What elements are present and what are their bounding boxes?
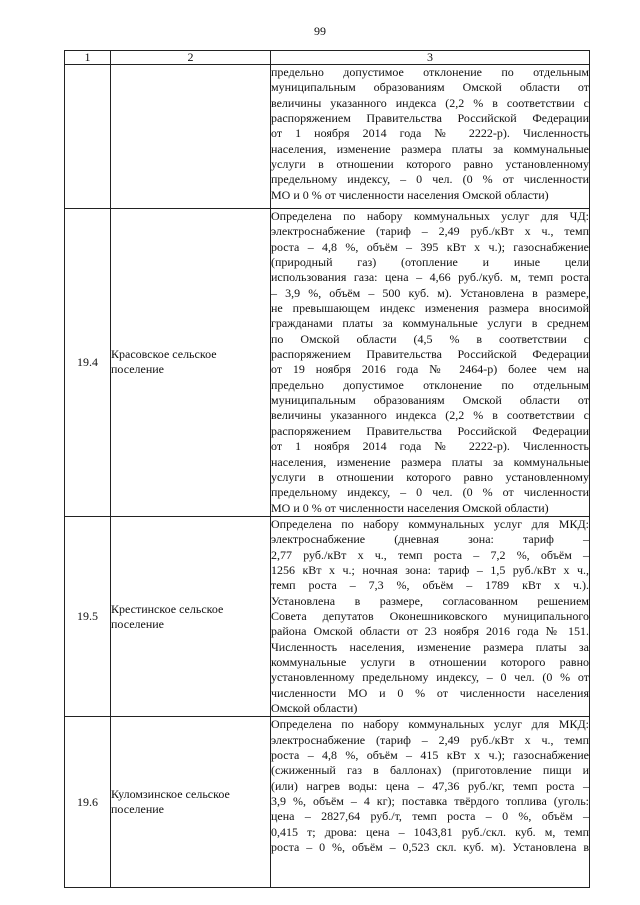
text-line: услуги в отношении которого равно установленному bbox=[271, 469, 589, 484]
text-line: использования газа: цена – 4,66 руб./куб. м, темп роста bbox=[271, 270, 589, 285]
text-line: роста – 4,8 %, объём – 395 кВт х ч.); газоснабжение bbox=[271, 239, 589, 254]
text-line: муниципальным образованиям Омской области от bbox=[271, 393, 589, 408]
text-line: 1256 кВт х ч.; ночная зона: тариф – 1,5 руб./кВт х ч., bbox=[271, 562, 589, 577]
text-line: (сжиженный газ в баллонах) (приготовление пищи и bbox=[271, 763, 589, 778]
table-row-19-4 bbox=[65, 209, 590, 517]
text-line: (или) нагрев воды: цена – 47,36 руб./кг, темп роста – bbox=[271, 778, 589, 793]
row-number: 19.6 bbox=[65, 717, 111, 888]
settlement-name bbox=[111, 65, 271, 209]
text-line: величины указанного индекса (2,2 % в соответствии с bbox=[271, 95, 589, 110]
text-line: предельному индексу, – 0 чел. (0 % от численности bbox=[271, 485, 589, 500]
text-line: услуги в отношении которого равно установленному bbox=[271, 157, 589, 172]
table-row-19-5 bbox=[65, 516, 590, 716]
text-line: не превышающем индекс изменения размера вносимой bbox=[271, 301, 589, 316]
text-line: предельному индексу, – 0 чел. (0 % от численности bbox=[271, 172, 589, 187]
text-line: Численность населения, изменение размера платы за bbox=[271, 639, 589, 654]
text-line: (природный газ) (отопление и иные цели bbox=[271, 255, 589, 270]
description-cell bbox=[271, 65, 590, 209]
text-line: Совета депутатов Оконешниковского муниципального bbox=[271, 608, 589, 623]
text-line: района Омской области от 23 ноября 2016 года № 151. bbox=[271, 624, 589, 639]
text-line: 2,77 руб./кВт х ч., темп роста – 7,2 %, объём – bbox=[271, 547, 589, 562]
text-line: Определена по набору коммунальных услуг для МКД: bbox=[271, 516, 589, 531]
text-line: – 3,9 %, объём – 500 куб. м). Установлена в размере, bbox=[271, 285, 589, 300]
text-line: распоряжением Правительства Российской Федерации bbox=[271, 423, 589, 438]
text-line: 0,415 т; дрова: цена – 1043,81 руб./скл. куб. м, темп bbox=[271, 824, 589, 839]
text-line: от 1 ноября 2014 года № 2222-р). Численность bbox=[271, 439, 589, 454]
text-line: МО и 0 % от численности населения Омской области) bbox=[271, 187, 549, 202]
page-number: 99 bbox=[314, 24, 326, 38]
text-line: Определена по набору коммунальных услуг для МКД: bbox=[271, 717, 589, 732]
text-line: Омской области) bbox=[271, 701, 358, 715]
text-line: электроснабжение (дневная зона: тариф – bbox=[271, 532, 589, 547]
settlement-name: Крестинское сельское поселение bbox=[111, 516, 271, 716]
text-line: населения, изменение размера платы за коммунальные bbox=[271, 141, 589, 156]
text-line: роста – 4,8 %, объём – 415 кВт х ч.); газоснабжение bbox=[271, 748, 589, 763]
text-line: электроснабжение (тариф – 2,49 руб./кВт х ч., темп bbox=[271, 224, 589, 239]
text-line: роста – 0 %, объём – 0,523 скл. куб. м). Установлена в bbox=[271, 840, 589, 855]
text-line: темп роста – 7,3 %, объём – 1789 кВт х ч.). bbox=[271, 578, 589, 593]
text-line: гражданами платы за коммунальные услуги в среднем bbox=[271, 316, 589, 331]
text-line: 3,9 %, объём – 4 кг); поставка твёрдого топлива (уголь: bbox=[271, 794, 589, 809]
text-line: муниципальным образованиям Омской области от bbox=[271, 80, 589, 95]
text-line: коммунальные услуги в отношении которого равно bbox=[271, 654, 589, 669]
data-table bbox=[64, 50, 590, 888]
description-cell bbox=[271, 209, 590, 517]
text-line: распоряжением Правительства Российской Федерации bbox=[271, 111, 589, 126]
text-line: от 19 ноября 2016 года № 2464-р) более чем на bbox=[271, 362, 589, 377]
text-line: от 1 ноября 2014 года № 2222-р). Численность bbox=[271, 126, 589, 141]
column-header-1: 1 bbox=[65, 51, 111, 65]
row-number bbox=[65, 65, 111, 209]
row-number: 19.5 bbox=[65, 516, 111, 716]
text-line: предельно допустимое отклонение по отдельным bbox=[271, 377, 589, 392]
table-row-continuation bbox=[65, 65, 590, 209]
column-header-2: 2 bbox=[111, 51, 271, 65]
table-row-19-6 bbox=[65, 717, 590, 888]
text-line: Определена по набору коммунальных услуг для ЧД: bbox=[271, 209, 589, 223]
text-line: установленному предельному индексу, – 0 чел. (0 % от bbox=[271, 670, 589, 685]
text-line: МО и 0 % от численности населения Омской области) bbox=[271, 500, 549, 515]
description-cell bbox=[271, 717, 590, 888]
description-cell bbox=[271, 516, 590, 716]
text-line: цена – 2827,64 руб./т, темп роста – 0 %, объём – bbox=[271, 809, 589, 824]
text-line: величины указанного индекса (2,2 % в соответствии с bbox=[271, 408, 589, 423]
settlement-name: Куломзинское сельское поселение bbox=[111, 717, 271, 888]
table-header-row bbox=[65, 51, 590, 65]
row-number: 19.4 bbox=[65, 209, 111, 517]
text-line: численности МО и 0 % от численности населения bbox=[271, 685, 589, 700]
text-line: Установлена в размере, согласованном решением bbox=[271, 593, 589, 608]
text-line: предельно допустимое отклонение по отдельным bbox=[271, 65, 589, 79]
column-header-3: 3 bbox=[271, 51, 590, 65]
text-line: распоряжением Правительства Российской Федерации bbox=[271, 347, 589, 362]
text-line: по Омской области (4,5 % в соответствии с bbox=[271, 331, 589, 346]
settlement-name: Красовское сельское поселение bbox=[111, 209, 271, 517]
text-line: населения, изменение размера платы за коммунальные bbox=[271, 454, 589, 469]
text-line: электроснабжение (тариф – 2,49 руб./кВт х ч., темп bbox=[271, 732, 589, 747]
